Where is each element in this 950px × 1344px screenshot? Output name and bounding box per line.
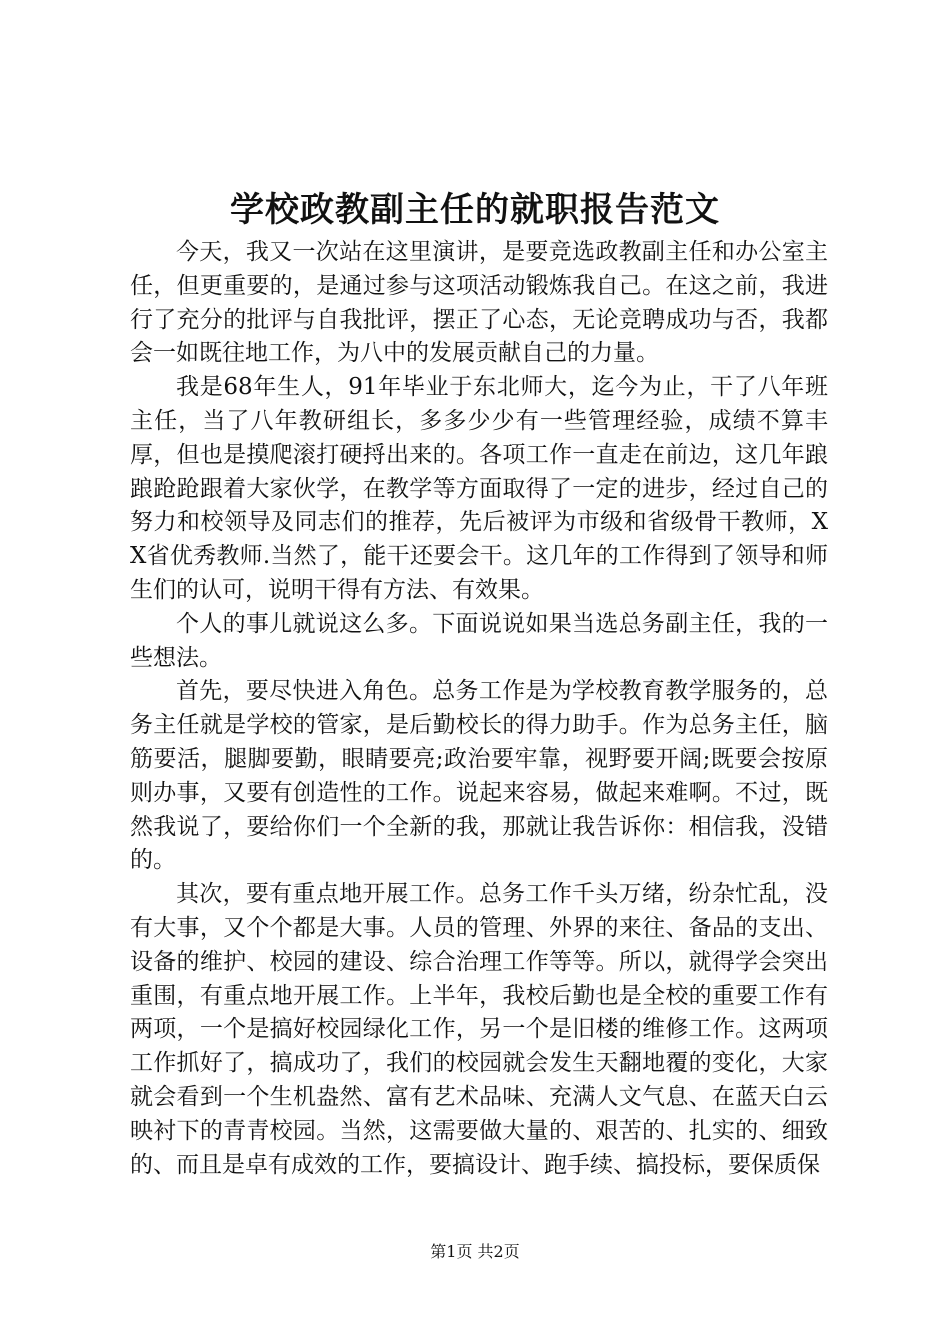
document-title: 学校政教副主任的就职报告范文: [230, 190, 720, 230]
paragraph-1: 今天，我又一次站在这里演讲，是要竞选政教副主任和办公室主任，但更重要的，是通过参与这项活动锻炼我自己。在这之前，我进行了充分的批评与自我批评，摆正了心态，无论竞聘成功与否，我都会一如既往地工作，为八中的发展贡献自己的力量。: [130, 239, 828, 367]
paragraph-2: 我是68年生人，91年毕业于东北师大，迄今为止，干了八年班主任，当了八年教研组长，多多少少有一些管理经验，成绩不算丰厚，但也是摸爬滚打硬捋出来的。各项工作一直走在前边，这几年踉踉跄跄跟着大家伙学，在教学等方面取得了一定的进步，经过自己的努力和校领导及同志们的推荐，先后被评为市级和省级骨干教师，XX省优秀教师.当然了，能干还要会干。这几年的工作得到了领导和师生们的认可，说明干得有方法、有效果。: [130, 374, 828, 603]
paragraph-4: 首先，要尽快进入角色。总务工作是为学校教育教学服务的，总务主任就是学校的管家，是后勤校长的得力助手。作为总务主任，脑筋要活，腿脚要勤，眼睛要亮;政治要牢靠，视野要开阔;既要会按原则办事，又要有创造性的工作。说起来容易，做起来难啊。不过，既然我说了，要给你们一个全新的我，那就让我告诉你：相信我，没错的。: [130, 678, 828, 874]
paragraph-3: 个人的事儿就说这么多。下面说说如果当选总务副主任，我的一些想法。: [130, 610, 828, 671]
paragraph-5: 其次，要有重点地开展工作。总务工作千头万绪，纷杂忙乱，没有大事，又个个都是大事。人员的管理、外界的来往、备品的支出、设备的维护、校园的建设、综合治理工作等等。所以，就得学会突出重围，有重点地开展工作。上半年，我校后勤也是全校的重要工作有两项，一个是搞好校园绿化工作，另一个是旧楼的维修工作。这两项工作抓好了，搞成功了，我们的校园就会发生天翻地覆的变化，大家就会看到一个生机盎然、富有艺术品味、充满人文气息、在蓝天白云映衬下的青青校园。当然，这需要做大量的、艰苦的、扎实的、细致的、而且是卓有成效的工作，要搞设计、跑手续、搞投标，要保质保: [130, 881, 828, 1178]
page-footer: 第1页 共2页: [430, 1242, 520, 1261]
document-body: [130, 236, 828, 1182]
